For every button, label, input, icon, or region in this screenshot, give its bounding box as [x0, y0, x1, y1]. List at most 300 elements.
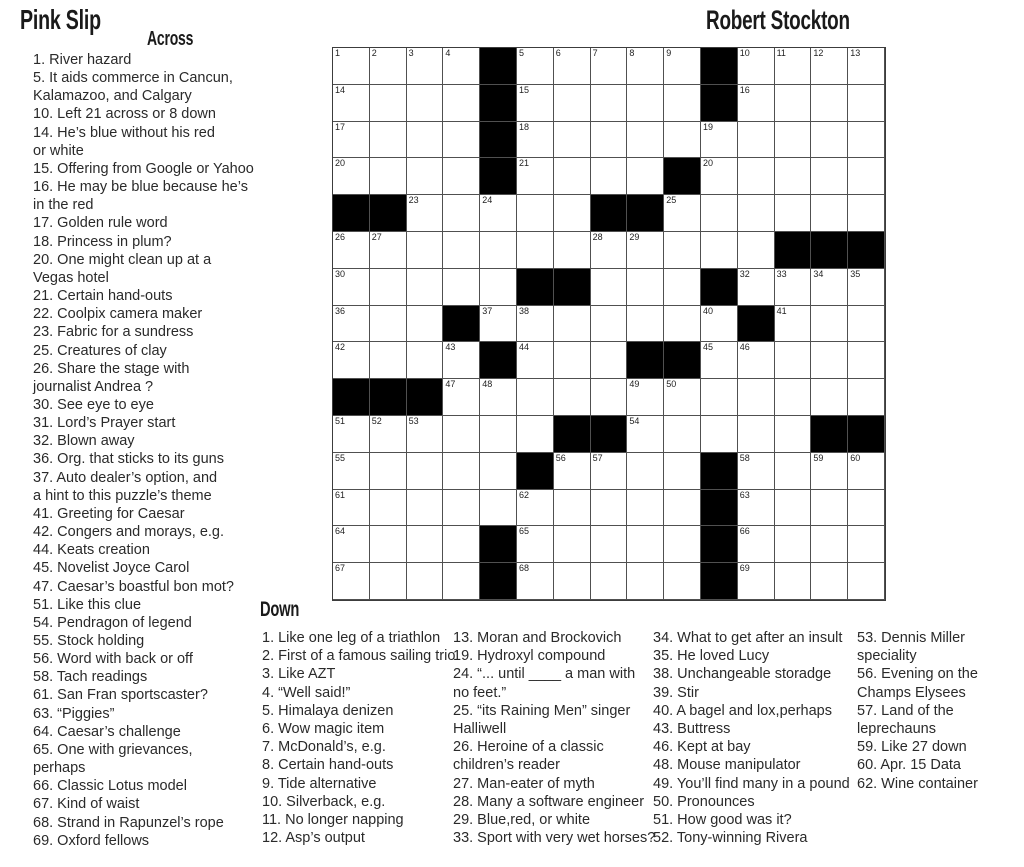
- grid-cell-white[interactable]: [738, 379, 775, 416]
- grid-cell-black: [480, 48, 517, 85]
- grid-cell-black: [370, 195, 407, 232]
- grid-cell-white[interactable]: [591, 342, 628, 379]
- grid-cell-white[interactable]: [370, 122, 407, 159]
- grid-cell-black: [480, 122, 517, 159]
- grid-cell-white[interactable]: [811, 563, 848, 600]
- grid-cell-white[interactable]: [407, 416, 444, 453]
- clue-line: 48. Mouse manipulator: [653, 757, 801, 774]
- grid-cell-white[interactable]: [738, 85, 775, 122]
- cell-number: 26: [335, 231, 346, 242]
- clue-line: 66. Classic Lotus model: [33, 778, 187, 795]
- clue-line: Kalamazoo, and Calgary: [33, 88, 192, 105]
- grid-cell-white[interactable]: [370, 232, 407, 269]
- grid-cell-white[interactable]: [775, 158, 812, 195]
- grid-cell-white[interactable]: [443, 490, 480, 527]
- cell-number: 57: [592, 452, 603, 463]
- grid-cell-white[interactable]: [443, 232, 480, 269]
- clue-line: 4. “Well said!”: [262, 684, 351, 701]
- clue-line: 57. Land of the: [857, 702, 954, 719]
- grid-cell-white[interactable]: [664, 48, 701, 85]
- grid-cell-white[interactable]: [848, 122, 885, 159]
- cell-number: 51: [335, 415, 346, 426]
- clue-line: perhaps: [33, 760, 86, 777]
- grid-cell-white[interactable]: [443, 195, 480, 232]
- grid-cell-white[interactable]: [811, 379, 848, 416]
- grid-cell-white[interactable]: [775, 453, 812, 490]
- grid-cell-white[interactable]: [811, 85, 848, 122]
- grid-cell-white[interactable]: [811, 306, 848, 343]
- grid-cell-white[interactable]: [738, 269, 775, 306]
- grid-cell-white[interactable]: [848, 563, 885, 600]
- cell-number: 4: [445, 48, 451, 58]
- clue-line: 31. Lord’s Prayer start: [33, 415, 176, 432]
- grid-cell-white[interactable]: [848, 453, 885, 490]
- grid-cell-white[interactable]: [554, 122, 591, 159]
- cell-number: 12: [813, 48, 824, 58]
- grid-cell-white[interactable]: [701, 232, 738, 269]
- grid-cell-white[interactable]: [775, 526, 812, 563]
- cell-number: 36: [335, 305, 346, 316]
- grid-cell-white[interactable]: [333, 306, 370, 343]
- grid-cell-white[interactable]: [443, 416, 480, 453]
- cell-number: 18: [518, 121, 529, 132]
- grid-cell-white[interactable]: [517, 195, 554, 232]
- grid-cell-white[interactable]: [627, 526, 664, 563]
- grid-cell-white[interactable]: [738, 342, 775, 379]
- grid-cell-white[interactable]: [554, 306, 591, 343]
- clue-line: 1. Like one leg of a triathlon: [262, 630, 441, 646]
- grid-cell-white[interactable]: [443, 563, 480, 600]
- grid-cell-white[interactable]: [554, 85, 591, 122]
- grid-cell-white[interactable]: [848, 195, 885, 232]
- grid-cell-white[interactable]: [554, 490, 591, 527]
- grid-cell-white[interactable]: [775, 85, 812, 122]
- cell-number: 67: [335, 563, 346, 574]
- cell-number: 40: [702, 305, 713, 316]
- grid-cell-white[interactable]: [517, 379, 554, 416]
- grid-cell-white[interactable]: [775, 122, 812, 159]
- grid-cell-white[interactable]: [775, 269, 812, 306]
- grid-cell-white[interactable]: [848, 526, 885, 563]
- grid-cell-black: [554, 269, 591, 306]
- grid-cell-white[interactable]: [517, 48, 554, 85]
- grid-cell-white[interactable]: [775, 379, 812, 416]
- grid-cell-white[interactable]: [333, 122, 370, 159]
- grid-cell-white[interactable]: [370, 490, 407, 527]
- clue-line: 29. Blue,red, or white: [453, 812, 591, 829]
- grid-cell-black: [554, 416, 591, 453]
- grid-cell-white[interactable]: [627, 416, 664, 453]
- clue-line: 34. What to get after an insult: [653, 630, 843, 646]
- grid-cell-white[interactable]: [333, 342, 370, 379]
- grid-cell-white[interactable]: [664, 306, 701, 343]
- clue-line: 9. Tide alternative: [262, 775, 377, 792]
- grid-cell-white[interactable]: [370, 306, 407, 343]
- clue-line: 39. Stir: [653, 684, 699, 701]
- clue-line: 42. Congers and morays, e.g.: [33, 524, 225, 541]
- grid-cell-white[interactable]: [407, 48, 444, 85]
- grid-cell-white[interactable]: [370, 453, 407, 490]
- grid-cell-white[interactable]: [591, 490, 628, 527]
- grid-cell-white[interactable]: [811, 122, 848, 159]
- grid-cell-white[interactable]: [554, 342, 591, 379]
- clue-line: 6. Wow magic item: [262, 721, 385, 738]
- grid-cell-white[interactable]: [517, 526, 554, 563]
- grid-cell-white[interactable]: [591, 122, 628, 159]
- clue-line: 37. Auto dealer’s option, and: [33, 469, 218, 486]
- grid-cell-white[interactable]: [443, 342, 480, 379]
- cell-number: 11: [776, 48, 786, 58]
- grid-cell-white[interactable]: [664, 526, 701, 563]
- grid-cell-white[interactable]: [701, 416, 738, 453]
- grid-cell-white[interactable]: [738, 232, 775, 269]
- clue-line: speciality: [857, 648, 917, 665]
- grid-cell-white[interactable]: [333, 85, 370, 122]
- grid-cell-white[interactable]: [738, 526, 775, 563]
- grid-cell-white[interactable]: [333, 453, 370, 490]
- grid-cell-white[interactable]: [701, 342, 738, 379]
- grid-cell-black: [517, 269, 554, 306]
- clue-line: 18. Princess in plum?: [33, 233, 172, 250]
- grid-cell-white[interactable]: [407, 526, 444, 563]
- cell-number: 41: [776, 305, 787, 316]
- down-clue-list-col3: [653, 629, 850, 847]
- grid-cell-white[interactable]: [443, 453, 480, 490]
- grid-cell-white[interactable]: [480, 306, 517, 343]
- grid-cell-white[interactable]: [664, 490, 701, 527]
- grid-cell-white[interactable]: [811, 48, 848, 85]
- grid-cell-white[interactable]: [701, 122, 738, 159]
- clue-line: 33. Sport with very wet horses?: [453, 830, 656, 847]
- clue-line: 44. Keats creation: [33, 542, 150, 559]
- grid-cell-white[interactable]: [701, 195, 738, 232]
- cell-number: 33: [776, 268, 787, 279]
- cell-number: 28: [592, 231, 603, 242]
- grid-cell-white[interactable]: [811, 158, 848, 195]
- grid-cell-black: [848, 232, 885, 269]
- clue-line: 19. Hydroxyl compound: [453, 648, 606, 665]
- grid-cell-white[interactable]: [848, 158, 885, 195]
- grid-cell-white[interactable]: [333, 563, 370, 600]
- clue-line: 68. Strand in Rapunzel’s rope: [33, 814, 224, 831]
- grid-cell-white[interactable]: [701, 158, 738, 195]
- grid-cell-white[interactable]: [775, 306, 812, 343]
- grid-cell-white[interactable]: [738, 195, 775, 232]
- grid-cell-white[interactable]: [848, 269, 885, 306]
- grid-cell-white[interactable]: [775, 195, 812, 232]
- grid-cell-white[interactable]: [738, 490, 775, 527]
- grid-cell-white[interactable]: [591, 306, 628, 343]
- cell-number: 61: [335, 489, 346, 500]
- cell-number: 50: [666, 379, 677, 390]
- grid-cell-black: [480, 85, 517, 122]
- grid-cell-black: [811, 232, 848, 269]
- cell-number: 21: [518, 158, 529, 169]
- clue-line: children’s reader: [453, 757, 560, 774]
- cell-number: 46: [739, 342, 750, 353]
- grid-cell-white[interactable]: [591, 85, 628, 122]
- grid-cell-white[interactable]: [738, 416, 775, 453]
- cell-number: 34: [813, 268, 824, 279]
- grid-cell-white[interactable]: [517, 416, 554, 453]
- grid-cell-white[interactable]: [848, 85, 885, 122]
- cell-number: 47: [445, 379, 456, 390]
- grid-cell-white[interactable]: [480, 195, 517, 232]
- grid-cell-white[interactable]: [333, 269, 370, 306]
- grid-cell-white[interactable]: [738, 453, 775, 490]
- grid-cell-white[interactable]: [554, 379, 591, 416]
- grid-cell-white[interactable]: [407, 269, 444, 306]
- cell-number: 25: [666, 195, 677, 206]
- grid-cell-white[interactable]: [333, 48, 370, 85]
- clue-line: 69. Oxford fellows: [33, 832, 150, 849]
- clue-line: 5. Himalaya denizen: [262, 702, 394, 719]
- grid-cell-white[interactable]: [333, 416, 370, 453]
- grid-cell-white[interactable]: [370, 269, 407, 306]
- clue-line: 30. See eye to eye: [33, 396, 154, 413]
- grid-cell-white[interactable]: [333, 490, 370, 527]
- clue-line: 50. Pronounces: [653, 793, 755, 810]
- grid-cell-white[interactable]: [407, 232, 444, 269]
- clue-line: 21. Certain hand-outs: [33, 288, 173, 305]
- grid-cell-black: [664, 342, 701, 379]
- grid-cell-white[interactable]: [591, 379, 628, 416]
- cell-number: 23: [408, 195, 419, 206]
- grid-cell-white[interactable]: [627, 48, 664, 85]
- clue-line: 56. Word with back or off: [33, 651, 193, 668]
- grid-cell-white[interactable]: [370, 342, 407, 379]
- grid-cell-white[interactable]: [627, 453, 664, 490]
- grid-cell-white[interactable]: [701, 306, 738, 343]
- clue-line: 55. Stock holding: [33, 633, 145, 649]
- grid-cell-white[interactable]: [848, 490, 885, 527]
- grid-cell-black: [627, 195, 664, 232]
- clue-line: 5. It aids commerce in Cancun,: [33, 70, 233, 87]
- grid-cell-white[interactable]: [517, 122, 554, 159]
- grid-cell-white[interactable]: [811, 490, 848, 527]
- cell-number: 35: [850, 268, 861, 279]
- grid-cell-white[interactable]: [443, 269, 480, 306]
- cell-number: 45: [702, 342, 713, 353]
- grid-cell-white[interactable]: [443, 379, 480, 416]
- cell-number: 62: [518, 489, 529, 500]
- grid-cell-white[interactable]: [664, 453, 701, 490]
- grid-cell-black: [701, 453, 738, 490]
- grid-cell-white[interactable]: [333, 158, 370, 195]
- cell-number: 43: [445, 342, 456, 353]
- grid-cell-white[interactable]: [554, 232, 591, 269]
- grid-cell-white[interactable]: [443, 122, 480, 159]
- clue-line: 51. How good was it?: [653, 812, 792, 829]
- clue-line: 52. Tony-winning Rivera: [653, 830, 808, 847]
- grid-cell-white[interactable]: [517, 232, 554, 269]
- grid-cell-white[interactable]: [591, 158, 628, 195]
- grid-cell-white[interactable]: [443, 158, 480, 195]
- grid-cell-white[interactable]: [701, 379, 738, 416]
- grid-cell-white[interactable]: [627, 379, 664, 416]
- grid-cell-white[interactable]: [407, 122, 444, 159]
- clue-line: 10. Silverback, e.g.: [262, 793, 386, 810]
- cell-number: 6: [555, 48, 561, 58]
- grid-cell-white[interactable]: [775, 563, 812, 600]
- grid-cell-white[interactable]: [333, 232, 370, 269]
- grid-cell-white[interactable]: [370, 48, 407, 85]
- grid-cell-white[interactable]: [480, 416, 517, 453]
- grid-cell-white[interactable]: [664, 379, 701, 416]
- grid-cell-white[interactable]: [443, 85, 480, 122]
- grid-cell-white[interactable]: [811, 195, 848, 232]
- grid-cell-white[interactable]: [848, 342, 885, 379]
- grid-cell-white[interactable]: [848, 379, 885, 416]
- cell-number: 5: [518, 48, 524, 58]
- cell-number: 66: [739, 526, 750, 537]
- grid-cell-white[interactable]: [664, 122, 701, 159]
- down-clue-list-col4: [857, 629, 978, 793]
- cell-number: 55: [335, 452, 346, 463]
- clue-line: no feet.”: [453, 684, 507, 701]
- page-title: Pink Slip: [20, 4, 101, 35]
- grid-cell-white[interactable]: [443, 526, 480, 563]
- grid-cell-white[interactable]: [554, 453, 591, 490]
- down-clue-list-col1: [262, 629, 455, 847]
- grid-cell-white[interactable]: [591, 526, 628, 563]
- clue-line: 17. Golden rule word: [33, 215, 168, 232]
- grid-cell-white[interactable]: [811, 269, 848, 306]
- cell-number: 59: [813, 452, 824, 463]
- cell-number: 68: [518, 563, 529, 574]
- grid-cell-white[interactable]: [627, 85, 664, 122]
- grid-cell-white[interactable]: [480, 269, 517, 306]
- grid-cell-white[interactable]: [627, 490, 664, 527]
- grid-cell-white[interactable]: [775, 490, 812, 527]
- grid-cell-white[interactable]: [775, 416, 812, 453]
- cell-number: 56: [555, 452, 566, 463]
- grid-cell-white[interactable]: [554, 48, 591, 85]
- grid-cell-white[interactable]: [848, 306, 885, 343]
- grid-cell-white[interactable]: [591, 232, 628, 269]
- grid-cell-white[interactable]: [554, 158, 591, 195]
- grid-cell-white[interactable]: [517, 158, 554, 195]
- grid-cell-white[interactable]: [627, 306, 664, 343]
- grid-cell-white[interactable]: [591, 453, 628, 490]
- grid-cell-white[interactable]: [664, 416, 701, 453]
- clue-line: 8. Certain hand-outs: [262, 757, 394, 774]
- grid-cell-white[interactable]: [775, 48, 812, 85]
- across-clue-list: [33, 51, 254, 850]
- grid-cell-white[interactable]: [443, 48, 480, 85]
- grid-cell-white[interactable]: [627, 563, 664, 600]
- cell-number: 69: [739, 563, 750, 574]
- grid-cell-white[interactable]: [627, 158, 664, 195]
- clue-line: in the red: [33, 197, 94, 214]
- grid-cell-white[interactable]: [517, 490, 554, 527]
- clue-line: 60. Apr. 15 Data: [857, 757, 961, 774]
- grid-cell-white[interactable]: [738, 48, 775, 85]
- grid-cell-white[interactable]: [517, 85, 554, 122]
- page-author: Robert Stockton: [706, 5, 850, 35]
- grid-cell-white[interactable]: [738, 158, 775, 195]
- grid-cell-white[interactable]: [370, 158, 407, 195]
- clue-line: 41. Greeting for Caesar: [33, 505, 185, 522]
- clue-line: 49. You’ll find many in a pound: [653, 775, 850, 792]
- grid-cell-white[interactable]: [370, 85, 407, 122]
- grid-cell-white[interactable]: [554, 526, 591, 563]
- clue-line: 38. Unchangeable storadge: [653, 666, 832, 683]
- clue-line: 47. Caesar’s boastful bon mot?: [33, 578, 234, 595]
- grid-cell-white[interactable]: [370, 563, 407, 600]
- grid-cell-white[interactable]: [407, 158, 444, 195]
- grid-cell-white[interactable]: [407, 563, 444, 600]
- grid-cell-white[interactable]: [480, 232, 517, 269]
- clue-line: 26. Heroine of a classic: [453, 739, 604, 756]
- grid-cell-white[interactable]: [811, 342, 848, 379]
- grid-cell-white[interactable]: [370, 526, 407, 563]
- grid-cell-white[interactable]: [333, 526, 370, 563]
- grid-cell-white[interactable]: [407, 195, 444, 232]
- grid-cell-white[interactable]: [591, 563, 628, 600]
- clue-line: Vegas hotel: [33, 269, 109, 286]
- grid-cell-white[interactable]: [664, 232, 701, 269]
- grid-cell-white[interactable]: [738, 563, 775, 600]
- clue-line: 27. Man-eater of myth: [453, 775, 595, 792]
- grid-cell-white[interactable]: [591, 269, 628, 306]
- clue-line: 35. He loved Lucy: [653, 648, 770, 665]
- grid-cell-black: [443, 306, 480, 343]
- grid-cell-white[interactable]: [811, 526, 848, 563]
- grid-cell-white[interactable]: [627, 122, 664, 159]
- grid-cell-white[interactable]: [517, 563, 554, 600]
- clue-line: 53. Dennis Miller: [857, 630, 965, 646]
- grid-cell-white[interactable]: [811, 453, 848, 490]
- grid-cell-white[interactable]: [480, 379, 517, 416]
- cell-number: 17: [335, 121, 346, 132]
- cell-number: 16: [739, 84, 750, 95]
- across-heading: Across: [147, 28, 194, 50]
- grid-cell-white[interactable]: [517, 306, 554, 343]
- grid-cell-black: [591, 416, 628, 453]
- cell-number: 38: [518, 305, 529, 316]
- grid-cell-white[interactable]: [664, 563, 701, 600]
- grid-cell-white[interactable]: [407, 306, 444, 343]
- grid-cell-white[interactable]: [554, 195, 591, 232]
- grid-cell-white[interactable]: [407, 342, 444, 379]
- grid-cell-white[interactable]: [664, 269, 701, 306]
- grid-cell-black: [480, 563, 517, 600]
- grid-cell-white[interactable]: [738, 122, 775, 159]
- grid-cell-white[interactable]: [407, 490, 444, 527]
- clue-line: 23. Fabric for a sundress: [33, 324, 194, 341]
- grid-cell-black: [701, 48, 738, 85]
- grid-cell-white[interactable]: [480, 453, 517, 490]
- grid-cell-white[interactable]: [664, 195, 701, 232]
- grid-cell-white[interactable]: [554, 563, 591, 600]
- grid-cell-white[interactable]: [775, 342, 812, 379]
- clue-line: 7. McDonald’s, e.g.: [262, 739, 386, 756]
- grid-cell-white[interactable]: [407, 453, 444, 490]
- grid-cell-white[interactable]: [664, 85, 701, 122]
- grid-cell-white[interactable]: [848, 48, 885, 85]
- grid-cell-white[interactable]: [627, 269, 664, 306]
- grid-cell-white[interactable]: [627, 232, 664, 269]
- grid-cell-white[interactable]: [480, 490, 517, 527]
- grid-cell-white[interactable]: [370, 416, 407, 453]
- grid-cell-white[interactable]: [591, 48, 628, 85]
- grid-cell-white[interactable]: [517, 342, 554, 379]
- cell-number: 20: [702, 158, 713, 169]
- clue-line: 25. “its Raining Men” singer: [453, 702, 631, 719]
- clue-line: 62. Wine container: [857, 775, 978, 792]
- grid-cell-white[interactable]: [407, 85, 444, 122]
